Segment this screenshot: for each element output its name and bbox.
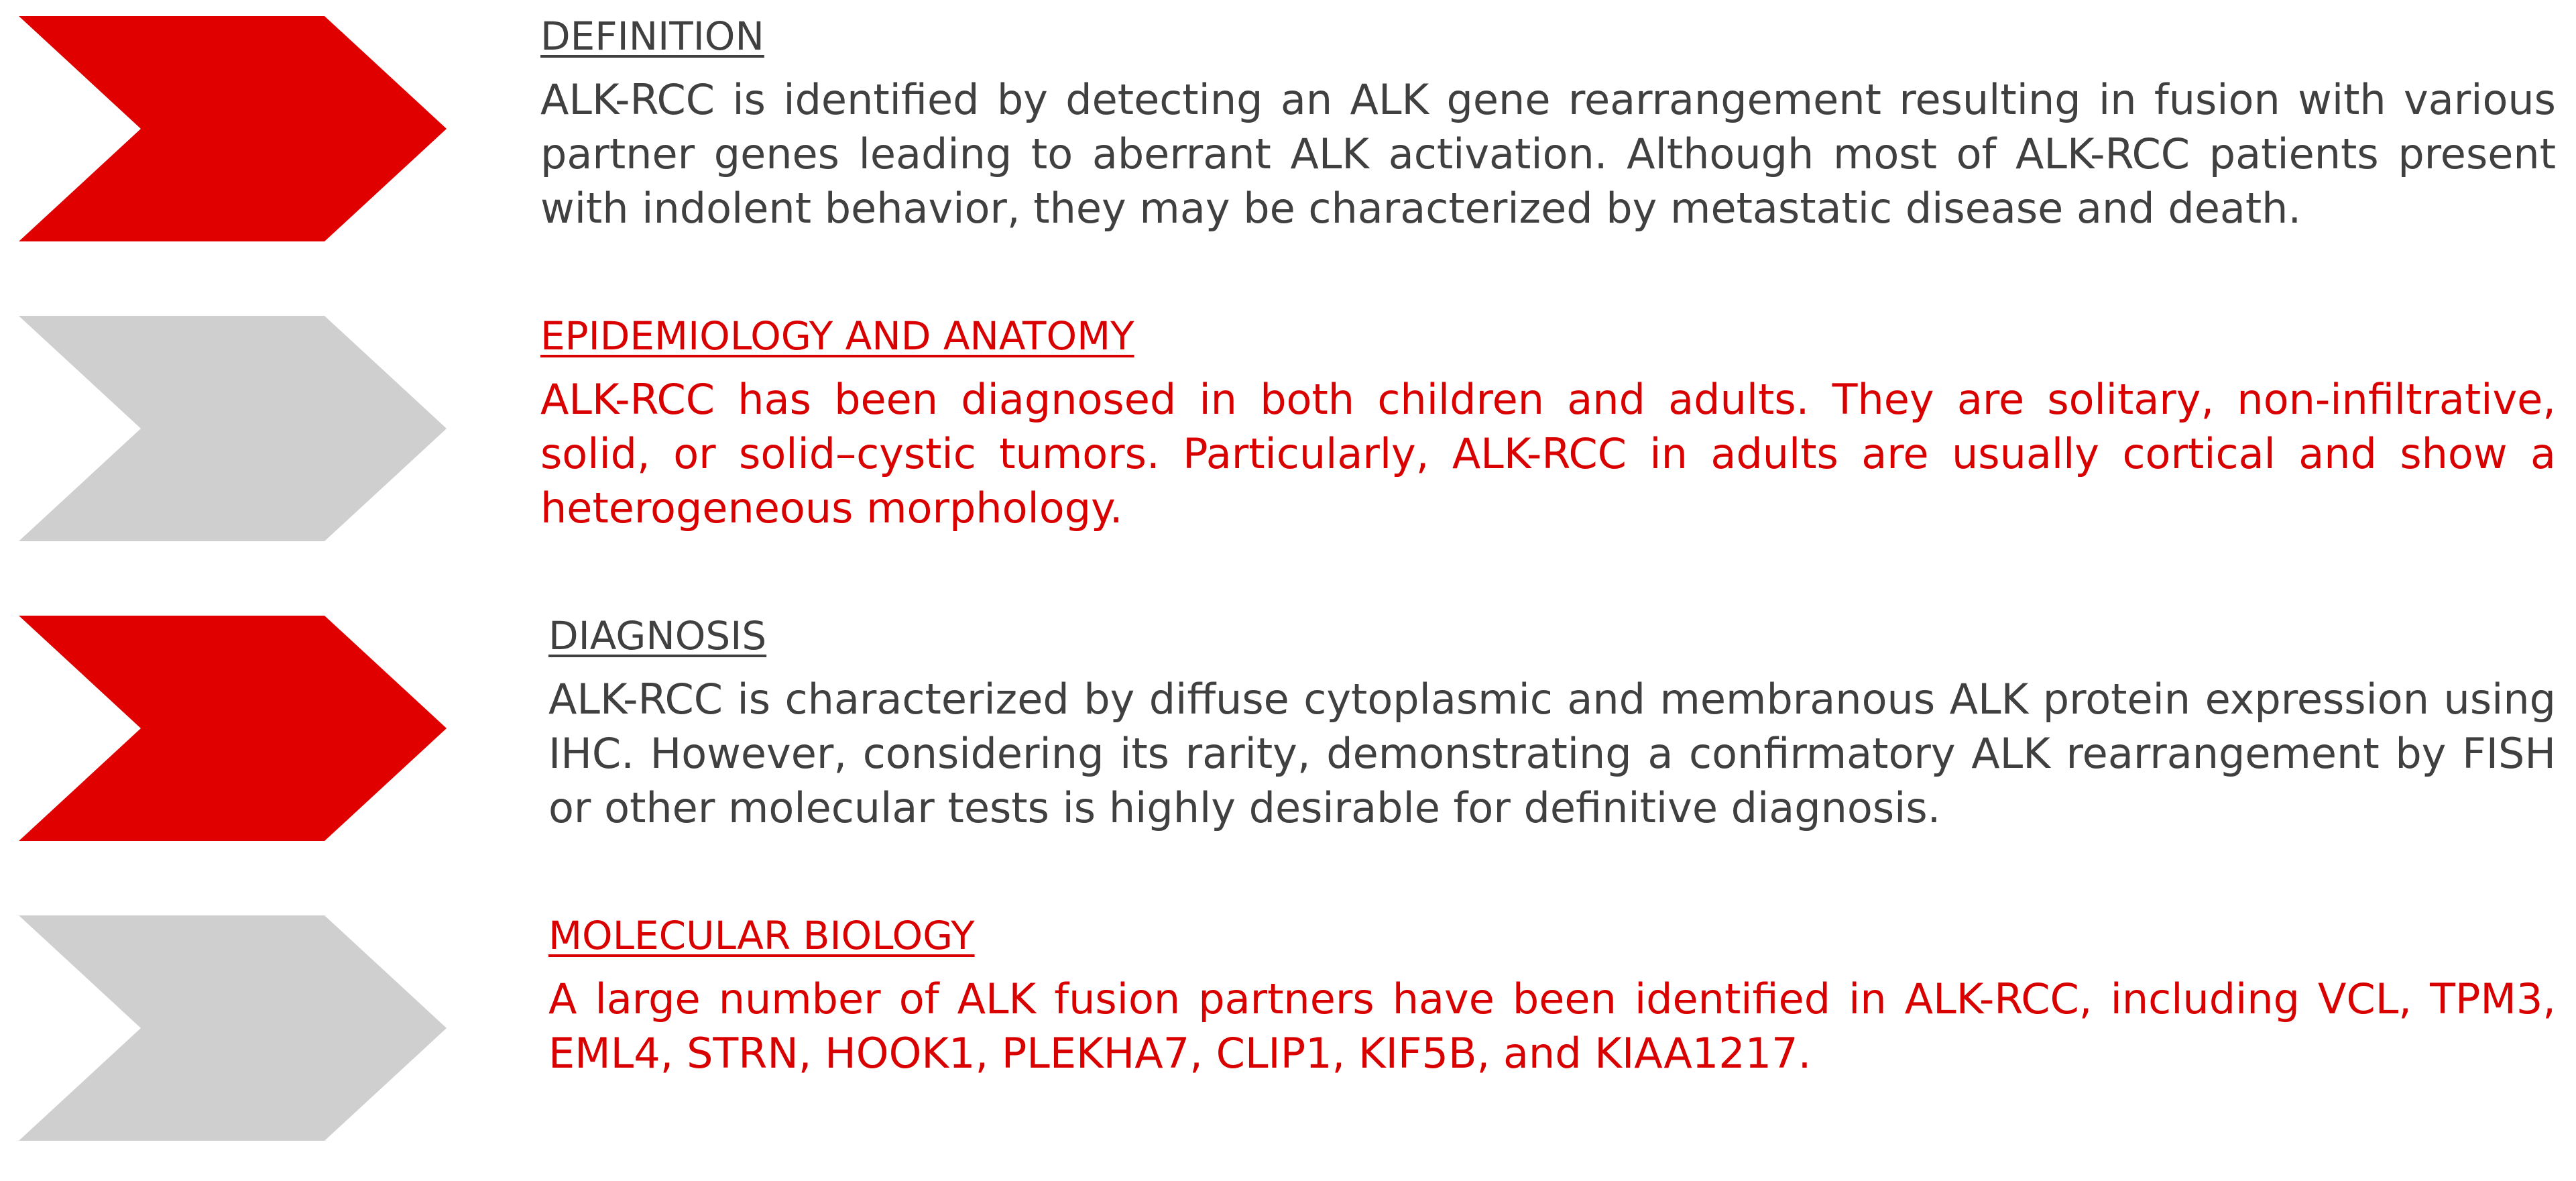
definition-text-block — [540, 12, 2556, 235]
epidemiology-text-block — [540, 312, 2556, 535]
section-diagnosis — [0, 600, 2576, 881]
definition-body: ALK-RCC is identified by detecting an ALK gene rearrangement resulting in fusion with various partner genes leading to aberrant ALK activation. Although most of ALK-RCC patients present with indolent behavior, they may be characterized by metastatic disease and death. — [540, 75, 2556, 233]
gray-chevron-arrow-icon — [19, 915, 447, 1141]
section-definition — [0, 0, 2576, 282]
molecular-biology-body: A large number of ALK fusion partners have been identified in ALK-RCC, including VCL, TPM3, EML4, STRN, HOOK1, PLEKHA7, CLIP1, KIF5B, and KIAA1217. — [548, 974, 2556, 1078]
section-molecular-biology — [0, 899, 2576, 1181]
red-chevron-arrow-icon — [19, 616, 447, 841]
diagnosis-body: ALK-RCC is characterized by diffuse cytoplasmic and membranous ALK protein expression using IHC. However, considering its rarity, demonstrating a confirmatory ALK rearrangement by FISH or other molecular tests is highly desirable for definitive diagnosis. — [548, 675, 2556, 832]
diagnosis-heading: DIAGNOSIS — [548, 613, 767, 659]
molecular-biology-text-block — [548, 911, 2556, 1080]
diagnosis-text-block — [548, 612, 2556, 835]
molecular-biology-heading: MOLECULAR BIOLOGY — [548, 913, 975, 958]
gray-chevron-arrow-icon — [19, 316, 447, 541]
definition-heading: DEFINITION — [540, 13, 764, 59]
epidemiology-heading: EPIDEMIOLOGY AND ANATOMY — [540, 313, 1134, 359]
section-epidemiology-and-anatomy — [0, 300, 2576, 581]
epidemiology-body: ALK-RCC has been diagnosed in both children and adults. They are solitary, non-infiltrative, solid, or solid–cystic tumors. Particularly, ALK-RCC in adults are usually cortical and show a heterogeneous morphology. — [540, 375, 2556, 532]
red-chevron-arrow-icon — [19, 16, 447, 241]
